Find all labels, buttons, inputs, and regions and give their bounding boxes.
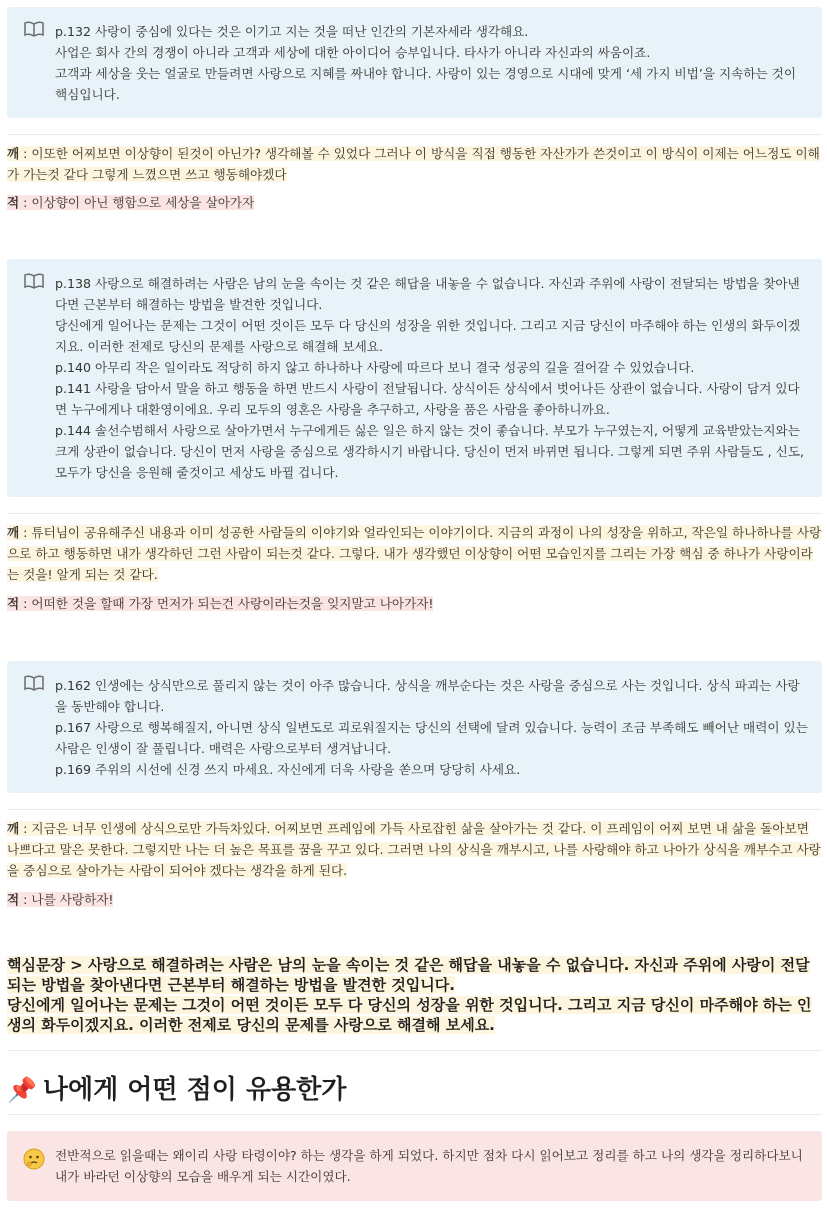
quote-line: p.167 사랑으로 행복해질지, 아니면 상식 일변도로 괴로워질지는 당신의 선택에 달려 있습니다. 능력이 조금 부족해도 빼어난 매력이 있는 사람은 인생이 잘 풀립니다. 매력은 사랑으로부터 생겨납니다. [55,720,808,756]
kkae-label: 깨 [7,525,20,540]
quote-line: p.141 사랑을 담아서 말을 하고 행동을 하면 반드시 사랑이 전달됩니다. 상식이든 상식에서 벗어나든 상관이 없습니다. 사랑이 담겨 있다면 누구에게나 대환영이에요. 우리 모두의 영혼은 사랑을 추구하고, 사랑을 품은 사람을 좋아하니까요. [55,381,800,417]
reflection-kkae [7,818,822,881]
quote-line: p.169 주위의 시선에 신경 쓰지 마세요. 자신에게 더욱 사랑을 쏟으며 당당히 사세요. [55,762,521,777]
reflection-jeok [7,593,822,614]
pushpin-icon: 📌 [7,1076,37,1104]
jeok-label: 적 [7,195,20,210]
quote-callout-p162 [7,661,822,793]
useful-callout [7,1131,822,1201]
kkae-highlight: 깨 : 튜터님이 공유해주신 내용과 이미 성공한 사람들의 이야기와 얼라인되는 이야기이다. 지금의 과정이 나의 성장을 위하고, 작은일 하나하나를 사랑으로 하고 행동하면 내가 생각하던 그런 사람이 되는것 같다. 그렇다. 내가 생각했던 이상향이 어떤 모습인지를 그리는 가장 핵심 중 하나가 사랑이라는 것을! 알게 되는 것 같다. [7,525,822,582]
quote-line: 사업은 회사 간의 경쟁이 아니라 고객과 세상에 대한 아이디어 승부입니다. 타사가 아니라 자신과의 싸움이죠. [55,45,651,60]
jeok-highlight: 적 : 이상향이 아닌 행함으로 세상을 살아가자 [7,195,255,210]
kkae-text: 이또한 어찌보면 이상향이 된것이 아닌가? 생각해볼 수 있었다 그러나 이 방식을 직접 행동한 자산가가 쓴것이고 이 방식이 이제는 어느정도 이해가 가는것 같다 그렇게 느꼈으면 쓰고 행동해야겠다 [7,146,820,182]
jeok-highlight: 적 : 어떠한 것을 할때 가장 먼저가 되는건 사랑이라는것을 잊지말고 나아가자! [7,596,434,611]
open-book-icon [23,675,45,697]
kkae-highlight: 깨 : 이또한 어찌보면 이상향이 된것이 아닌가? 생각해볼 수 있었다 그러나 이 방식을 직접 행동한 자산가가 쓴것이고 이 방식이 이제는 어느정도 이해가 가는것 같다 그렇게 느꼈으면 쓰고 행동해야겠다 [7,146,820,182]
quote-callout-p138 [7,259,822,497]
divider [7,1114,822,1115]
quote-line: p.138 사랑으로 해결하려는 사람은 남의 눈을 속이는 것 같은 해답을 내놓을 수 없습니다. 자신과 주위에 사랑이 전달되는 방법을 찾아낸다면 근본부터 해결하는 방법을 발견한 것입니다. [55,276,800,312]
open-book-icon [23,21,45,43]
divider [7,1050,822,1051]
quote-line: 당신에게 일어나는 문제는 그것이 어떤 것이든 모두 다 당신의 성장을 위한 것입니다. 그리고 지금 당신이 마주해야 하는 인생의 화두이겠지요. 이러한 전제로 당신의 문제를 사랑으로 해결해 보세요. [55,318,801,354]
divider [7,513,822,514]
quote-line: p.144 솔선수범해서 사랑으로 살아가면서 누구에게든 싫은 일은 하지 않는 것이 좋습니다. 부모가 누구였는지, 어떻게 교육받았는지와는 크게 상관이 없습니다. 당신이 먼저 사랑을 중심으로 생각하시기 바랍니다. 당신이 먼저 바뀌면 됩니다. 그렇게 되면 주위 사람들도 , 신도, 모두가 당신을 응원해 줄것이고 세상도 바뀔 겁니다. [55,423,805,480]
reflection-jeok [7,889,822,910]
jeok-label: 적 [7,892,20,907]
kkae-label: 깨 [7,821,20,836]
quote-line: 고객과 세상을 웃는 얼굴로 만들려면 사랑으로 지혜를 짜내야 합니다. 사랑이 있는 경영으로 시대에 맞게 ‘세 가지 비법’을 지속하는 것이 핵심입니다. [55,66,797,102]
divider [7,809,822,810]
divider [7,134,822,135]
key-sentence [7,955,822,1035]
quote-line: p.162 인생에는 상식만으로 풀리지 않는 것이 아주 많습니다. 상식을 깨부순다는 것은 사랑을 중심으로 사는 것입니다. 상식 파괴는 사랑을 동반해야 합니다. [55,678,800,714]
jeok-text: 어떠한 것을 할때 가장 먼저가 되는건 사랑이라는것을 잊지말고 나아가자! [31,596,434,611]
useful-section-heading [7,1070,822,1110]
kkae-highlight: 깨 : 지금은 너무 인생에 상식으로만 가득차있다. 어찌보면 프레임에 가득 사로잡힌 삶을 살아가는 것 같다. 이 프레임이 어찌 보면 내 삶을 돌아보면 나쁘다고 말은 못한다. 그렇지만 나는 더 높은 목표를 꿈을 꾸고 있다. 그러면 나의 상식을 깨부시고, 나를 사랑해야 하고 나아가 상식을 깨부수고 사랑을 중심으로 살아가는 사람이 되어야 겠다는 생각을 하게 된다. [7,821,821,878]
useful-heading-title: 나에게 어떤 점이 유용한가 [42,1075,347,1105]
kkae-text: 지금은 너무 인생에 상식으로만 가득차있다. 어찌보면 프레임에 가득 사로잡힌 삶을 살아가는 것 같다. 이 프레임이 어찌 보면 내 삶을 돌아보면 나쁘다고 말은 못한다. 그렇지만 나는 더 높은 목표를 꿈을 꾸고 있다. 그러면 나의 상식을 깨부시고, 나를 사랑해야 하고 나아가 상식을 깨부수고 사랑을 중심으로 살아가는 사람이 되어야 겠다는 생각을 하게 된다. [7,821,821,878]
quote-line: p.140 아무리 작은 일이라도 적당히 하지 않고 하나하나 사랑에 따르다 보니 결국 성공의 길을 걸어갈 수 있었습니다. [55,360,695,375]
key-sentence-part1: 핵심문장 > 사랑으로 해결하려는 사람은 남의 눈을 속이는 것 같은 해답을 내놓을 수 없습니다. 자신과 주위에 사랑이 전달되는 방법을 찾아낸다면 근본부터 해결하는 방법을 발견한 것입니다. [7,956,810,994]
key-sentence-part2: 당신에게 일어나는 문제는 그것이 어떤 것이든 모두 다 당신의 성장을 위한 것입니다. 그리고 지금 당신이 마주해야 하는 인생의 화두이겠지요. 이러한 전제로 당신의 문제를 사랑으로 해결해 보세요. [7,996,812,1034]
quote-callout-p132 [7,7,822,118]
kkae-text: 튜터님이 공유해주신 내용과 이미 성공한 사람들의 이야기와 얼라인되는 이야기이다. 지금의 과정이 나의 성장을 위하고, 작은일 하나하나를 사랑으로 하고 행동하면 내가 생각하던 그런 사람이 되는것 같다. 그렇다. 내가 생각했던 이상향이 어떤 모습인지를 그리는 가장 핵심 중 하나가 사랑이라는 것을! 알게 되는 것 같다. [7,525,822,582]
jeok-text: 나를 사랑하자! [31,892,114,907]
open-book-icon [23,273,45,295]
quote-line: p.132 사랑이 중심에 있다는 것은 이기고 지는 것을 떠난 인간의 기본자세라 생각해요. [55,24,529,39]
kkae-label: 깨 [7,146,20,161]
jeok-label: 적 [7,596,20,611]
thinking-face-icon [23,1148,45,1170]
jeok-text: 이상향이 아닌 행함으로 세상을 살아가자 [31,195,255,210]
reflection-kkae [7,143,822,185]
reflection-kkae [7,522,822,585]
jeok-highlight: 적 : 나를 사랑하자! [7,892,114,907]
reflection-jeok [7,192,822,213]
useful-callout-text: 전반적으로 읽을때는 왜이리 사랑 타령이야? 하는 생각을 하게 되었다. 하지만 점차 다시 읽어보고 정리를 하고 나의 생각을 정리하다보니 내가 바라던 이상향의 모습을 배우게 되는 시간이였다. [55,1148,803,1184]
